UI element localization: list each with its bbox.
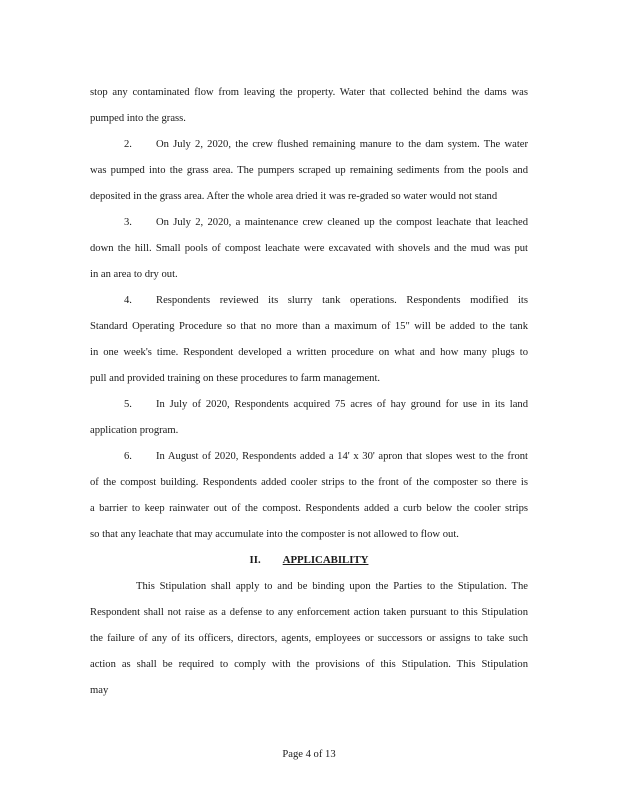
- text-line: This Stipulation shall apply to and be binding upon the Parties to the Stipulation. The: [136, 581, 528, 592]
- text-line: action as shall be required to comply with the provisions of this Stipulation. This Stipulation: [90, 659, 528, 670]
- numbered-paragraph-first-line: [90, 216, 528, 230]
- item-number: 3.: [124, 217, 132, 228]
- text-line: Respondent shall not raise as a defense to any enforcement action taken pursuant to this Stipulation: [90, 607, 528, 618]
- item-number: 5.: [124, 399, 132, 410]
- item-number: 2.: [124, 139, 132, 150]
- text-line: a barrier to keep rainwater out of the compost. Respondents added a curb below the cooler strips: [90, 503, 528, 514]
- text-line: so that any leachate that may accumulate into the composter is not allowed to flow out.: [90, 529, 459, 540]
- text-line: deposited in the grass area. After the whole area dried it was re-graded so water would not stand: [90, 191, 498, 202]
- text-line: down the hill. Small pools of compost leachate were excavated with shovels and the mud was put: [90, 243, 528, 254]
- text-line: On July 2, 2020, the crew flushed remaining manure to the dam system. The water: [156, 139, 528, 150]
- section-title: APPLICABILITY: [282, 554, 369, 566]
- numbered-paragraph-first-line: [90, 398, 528, 412]
- text-line: In July of 2020, Respondents acquired 75 acres of hay ground for use in its land: [156, 399, 528, 410]
- text-line: in an area to dry out.: [90, 269, 178, 280]
- text-line: pumped into the grass.: [90, 113, 186, 124]
- text-line: was pumped into the grass area. The pumpers scraped up remaining sediments from the pools and: [90, 165, 528, 176]
- item-number: 4.: [124, 295, 132, 306]
- text-line: On July 2, 2020, a maintenance crew cleaned up the compost leachate that leached: [156, 217, 528, 228]
- text-line: may: [90, 685, 109, 696]
- text-line: Standard Operating Procedure so that no more than a maximum of 15" will be added to the tank: [90, 321, 528, 332]
- text-line: Respondents reviewed its slurry tank operations. Respondents modified its: [156, 295, 528, 306]
- text-line: the failure of any of its officers, directors, agents, employees or successors or assigns to take such: [90, 633, 528, 644]
- text-line: In August of 2020, Respondents added a 14' x 30' apron that slopes west to the front: [156, 451, 528, 462]
- numbered-paragraph-first-line: [90, 294, 528, 308]
- numbered-paragraph-first-line: [90, 138, 528, 152]
- text-line: pull and provided training on these procedures to farm management.: [90, 373, 381, 384]
- section-numeral: II.: [249, 554, 261, 566]
- section-heading: [0, 553, 618, 567]
- paragraph-first-line: [90, 580, 528, 594]
- text-line: application program.: [90, 425, 179, 436]
- page-footer: Page 4 of 13: [282, 749, 336, 760]
- item-number: 6.: [124, 451, 132, 462]
- text-line: in one week's time. Respondent developed a written procedure on what and how many plugs to: [90, 347, 528, 358]
- numbered-paragraph-first-line: [90, 450, 528, 464]
- text-line: of the compost building. Respondents added cooler strips to the front of the composter so there is: [90, 477, 528, 488]
- text-line: stop any contaminated flow from leaving the property. Water that collected behind the dams was: [90, 87, 528, 98]
